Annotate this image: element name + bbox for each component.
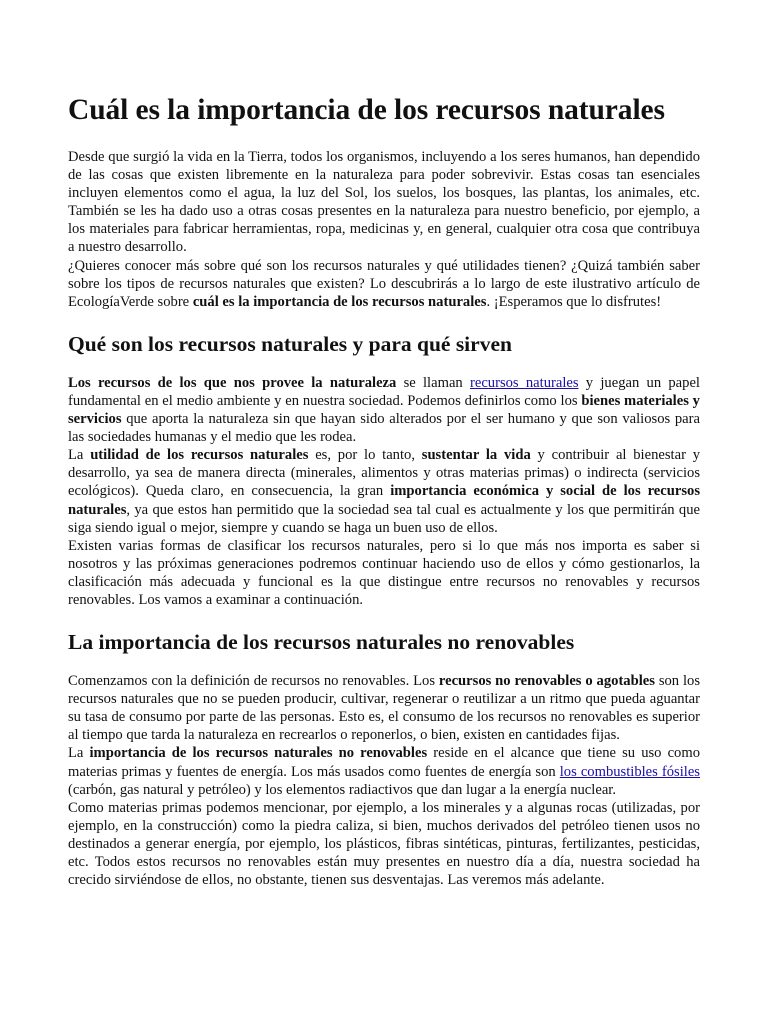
- s2-p3-text: Como materias primas podemos mencionar, por ejemplo, a los minerales y a algunas rocas (utilizadas, por ejemplo, en la construcción) como la piedra caliza, si bien, muchos derivados del petróleo tienen usos no destinados a generar energía, por ejemplo, los plásticos, fibras sintéticas, pinturas, fertilizantes, pesticidas, etc. Todos estos recursos no renovables están muy presentes en nuestro día a día, nuestra sociedad ha crecido sirviéndose de ellos, no obstante, tienen sus desventajas. Las veremos más adelante.: [68, 799, 700, 889]
- intro-p2-text-a: ¿Quieres conocer más sobre qué son los recursos naturales y qué utilidades tienen? ¿Quizá también saber sobre los tipos de recursos naturales que existen? Lo descubrirás a lo largo de este ilustrativo artículo de EcologíaVerde sobre: [68, 257, 700, 310]
- intro-p2-text-c: . ¡Esperamos que lo disfrutes!: [486, 293, 662, 310]
- intro-p2-bold: cuál es la importancia de los recursos naturales: [192, 293, 487, 310]
- section2-paragraph-3: [68, 799, 700, 889]
- s1-p2-text-g: , ya que estos han permitido que la sociedad sea tal cual es actualmente y los que permitirán que siga siendo igual o mejor, siempre y cuando se haga un buen uso de ellos.: [68, 501, 700, 536]
- s2-p2-text-a: La: [68, 745, 90, 762]
- s1-p1-bold-d: bienes materiales y servicios: [68, 392, 700, 428]
- combustibles-fosiles-link[interactable]: los combustibles fósiles: [559, 763, 700, 780]
- s1-p1-text-b: se llaman: [396, 374, 470, 391]
- s1-p1-text-e: que aporta la naturaleza sin que hayan sido alterados por el ser humano y que son valiosos para las sociedades humanas y el medio que les rodea.: [68, 411, 700, 446]
- section1-paragraph-1: [68, 374, 700, 446]
- s2-p2-bold-b: importancia de los recursos naturales no renovables: [89, 745, 428, 762]
- s1-p2-text-e: y contribuir al bienestar y desarrollo, ya sea de manera directa (minerales, alimentos y otras materias primas) o indirecta (servicios ecológicos). Queda claro, en consecuencia, la gran: [68, 447, 701, 500]
- s1-p2-bold-b: utilidad de los recursos naturales: [90, 447, 309, 464]
- s1-p2-bold-f: importancia económica y social de los recursos naturales: [68, 483, 701, 518]
- intro-p1-text: Desde que surgió la vida en la Tierra, todos los organismos, incluyendo a los seres humanos, han dependido de las cosas que existen libremente en la naturaleza para poder sobrevivir. Estas cosas tan esenciales incluyen elementos como el agua, la luz del Sol, los suelos, los bosques, las plantas, los animales, etc. También se les ha dado uso a otras cosas presentes en la naturaleza para nuestro beneficio, por ejemplo, a los materiales para fabricar herramientas, ropa, medicinas y, en general, cualquier otra cosa que contribuya a nuestro desarrollo.: [68, 149, 700, 256]
- section1-heading: Qué son los recursos naturales y para qué sirven: [68, 331, 512, 356]
- section1-paragraph-2: [68, 446, 700, 536]
- s1-p2-text-c: es, por lo tanto,: [308, 447, 422, 464]
- intro-paragraph-1: [68, 148, 700, 257]
- s2-p1-text-a: Comenzamos con la definición de recursos no renovables. Los: [68, 673, 439, 690]
- recursos-naturales-link[interactable]: recursos naturales: [469, 374, 579, 391]
- s2-p2-text-d: (carbón, gas natural y petróleo) y los elementos radiactivos que dan lugar a la energía nuclear.: [68, 781, 616, 798]
- intro-paragraph-2: [68, 257, 700, 311]
- page-title: Cuál es la importancia de los recursos naturales: [68, 94, 665, 126]
- s1-p2-bold-d: sustentar la vida: [421, 447, 531, 464]
- section2-paragraph-1: [68, 672, 700, 744]
- s1-p1-bold-a: Los recursos de los que nos provee la naturaleza: [68, 374, 397, 391]
- s2-p1-bold-b: recursos no renovables o agotables: [438, 673, 655, 690]
- s2-p2-text-c: reside en el alcance que tiene su uso como materias primas y fuentes de energía. Los más usados como fuentes de energía son: [68, 745, 700, 780]
- section1-paragraph-3: [68, 537, 700, 609]
- s1-p1-text-c: y juegan un papel fundamental en el medio ambiente y en nuestra sociedad. Podemos definirlos como los: [68, 374, 700, 409]
- s1-p2-text-a: La: [68, 447, 91, 464]
- s1-p3-text: Existen varias formas de clasificar los recursos naturales, pero si lo que más nos importa es saber si nosotros y las próximas generaciones podremos continuar haciendo uso de ellos y cómo gestionarlos, la clasificación más adecuada y funcional es la que distingue entre recursos no renovables y recursos renovables. Los vamos a examinar a continuación.: [68, 537, 700, 608]
- section2-paragraph-2: [68, 744, 700, 798]
- section2-heading: La importancia de los recursos naturales no renovables: [68, 630, 575, 655]
- s2-p1-text-c: son los recursos naturales que no se pueden producir, cultivar, regenerar o reutilizar a un ritmo que pueda aguantar su tasa de consumo por parte de las personas. Esto es, el consumo de los recursos no renovables es superior al tiempo que tarda la naturaleza en recrearlos o reponerlos, o bien, existen en cantidades fijas.: [68, 673, 701, 744]
